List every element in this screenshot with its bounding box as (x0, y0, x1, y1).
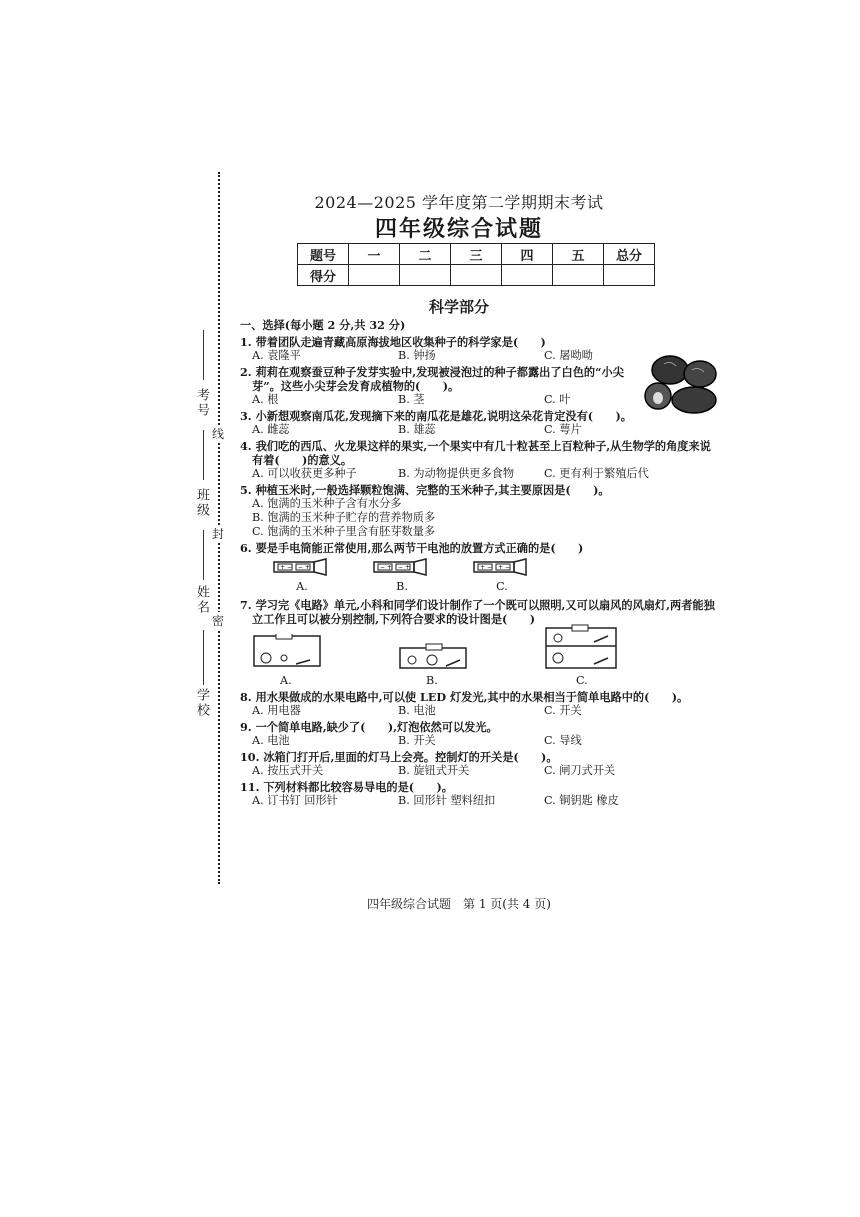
question-stem: 11. 下列材料都比较容易导电的是( )。 (240, 780, 453, 794)
name-blank (203, 530, 204, 580)
school-label: 学校 (194, 688, 209, 718)
svg-text:− +: − + (380, 564, 392, 571)
option-a: A. 袁隆平 (252, 349, 301, 362)
question-stem-cont: 芽”。这些小尖芽会发育成植物的( )。 (252, 379, 460, 393)
option-c: C. 饱满的玉米种子里含有胚芽数量多 (252, 525, 436, 538)
fold-char-secret: 密 (212, 614, 225, 628)
page-footer: 四年级综合试题 第 1 页(共 4 页) (367, 897, 551, 911)
flashlight-option-c (452, 558, 552, 592)
score-blank[interactable] (604, 265, 655, 286)
option-label: A. (280, 674, 292, 687)
option-c: C. 开关 (544, 704, 582, 717)
score-table-header-row (298, 244, 655, 265)
exam-no-blank (203, 330, 204, 380)
score-cell: 四 (502, 244, 553, 265)
score-cell: 题号 (298, 244, 349, 265)
circuit-option-a (252, 634, 398, 688)
score-cell: 一 (349, 244, 400, 265)
score-row-label: 得分 (298, 265, 349, 286)
option-a: A. 按压式开关 (252, 764, 324, 777)
exam-title: 2024—2025 学年度第二学期期末考试 (314, 193, 604, 212)
questions-area (240, 318, 730, 808)
school-blank (203, 630, 204, 685)
question-9 (240, 720, 730, 748)
score-blank[interactable] (451, 265, 502, 286)
option-label: C. (576, 674, 588, 687)
question-7 (240, 598, 730, 688)
option-c: C. 更有利于繁殖后代 (544, 467, 649, 480)
part1-heading: 一、选择(每小题 2 分,共 32 分) (240, 318, 406, 332)
option-c: C. 闸刀式开关 (544, 764, 616, 777)
svg-text:+ −: + − (280, 564, 292, 571)
option-label: A. (296, 580, 308, 593)
score-cell: 总分 (604, 244, 655, 265)
option-c: C. 叶 (544, 393, 571, 406)
option-b: B. 为动物提供更多食物 (398, 467, 515, 480)
svg-text:+ −: + − (498, 564, 510, 571)
option-b: B. 饱满的玉米种子贮存的营养物质多 (252, 511, 436, 524)
question-3 (240, 409, 730, 437)
question-2 (240, 365, 730, 407)
option-b: B. 茎 (398, 393, 425, 406)
svg-text:+ −: + − (480, 564, 492, 571)
option-b: B. 钟扬 (398, 349, 436, 362)
option-b: B. 开关 (398, 734, 436, 747)
option-a: A. 用电器 (252, 704, 301, 717)
question-stem: 1. 带着团队走遍青藏高原海拔地区收集种子的科学家是( ) (240, 335, 546, 349)
score-table-score-row (298, 265, 655, 286)
option-label: B. (396, 580, 408, 593)
svg-text:− +: − + (398, 564, 410, 571)
option-b: B. 回形针 塑料纽扣 (398, 794, 496, 807)
circuit-diagram-c (544, 624, 620, 670)
option-a: A. 可以收获更多种子 (252, 467, 357, 480)
flashlight-diagram-a (272, 558, 332, 576)
question-8 (240, 690, 730, 718)
question-stem: 7. 学习完《电路》单元,小科和同学们设计制作了一个既可以照明,又可以扇风的风扇灯,两者能独 (240, 598, 715, 612)
question-4 (240, 439, 730, 481)
option-c: C. 铜钥匙 橡皮 (544, 794, 619, 807)
question-stem: 8. 用水果做成的水果电路中,可以使 LED 灯发光,其中的水果相当于简单电路中的( )。 (240, 690, 689, 704)
question-11 (240, 780, 730, 808)
flashlight-diagram-c (472, 558, 532, 576)
circuit-diagram-b (398, 642, 470, 670)
question-stem: 6. 要是手电筒能正常使用,那么两节干电池的放置方式正确的是( ) (240, 541, 584, 555)
question-6 (240, 541, 730, 592)
option-c: C. 导线 (544, 734, 582, 747)
question-stem-cont: 立工作且可以被分别控制,下列符合要求的设计图是( ) (252, 612, 535, 626)
question-stem: 5. 种植玉米时,一般选择颗粒饱满、完整的玉米种子,其主要原因是( )。 (240, 483, 610, 497)
question-10 (240, 750, 730, 778)
score-table (297, 243, 655, 286)
circuit-option-b (398, 642, 544, 688)
option-b: B. 雄蕊 (398, 423, 436, 436)
name-label: 姓名 (194, 585, 209, 615)
option-a: A. 电池 (252, 734, 290, 747)
score-blank[interactable] (502, 265, 553, 286)
question-stem: 4. 我们吃的西瓜、火龙果这样的果实,一个果实中有几十粒甚至上百粒种子,从生物学的角度来说 (240, 439, 711, 453)
circuit-option-c (544, 624, 704, 688)
option-label: B. (426, 674, 438, 687)
question-stem: 2. 莉莉在观察蚕豆种子发芽实验中,发现被浸泡过的种子都露出了白色的“小尖 (240, 365, 624, 379)
option-b: B. 电池 (398, 704, 436, 717)
score-cell: 五 (553, 244, 604, 265)
option-a: A. 订书钉 回形针 (252, 794, 338, 807)
question-stem: 10. 冰箱门打开后,里面的灯马上会亮。控制灯的开关是( )。 (240, 750, 558, 764)
score-blank[interactable] (349, 265, 400, 286)
score-cell: 二 (400, 244, 451, 265)
option-a: A. 雌蕊 (252, 423, 290, 436)
score-blank[interactable] (400, 265, 451, 286)
option-label: C. (496, 580, 508, 593)
score-cell: 三 (451, 244, 502, 265)
class-blank (203, 430, 204, 480)
flashlight-diagram-b (372, 558, 432, 576)
exam-subtitle: 四年级综合试题 (374, 216, 543, 242)
question-stem-cont: 有着( )的意义。 (252, 453, 353, 467)
section-title: 科学部分 (428, 298, 489, 316)
option-a: A. 根 (252, 393, 279, 406)
fold-char-line: 线 (212, 427, 225, 441)
flashlight-option-b (352, 558, 452, 592)
option-b: B. 旋钮式开关 (398, 764, 470, 777)
fold-char-seal: 封 (212, 527, 225, 541)
question-stem: 3. 小新想观察南瓜花,发现摘下来的南瓜花是雄花,说明这朵花肯定没有( )。 (240, 409, 632, 423)
option-c: C. 屠呦呦 (544, 349, 593, 362)
flashlight-option-a (252, 558, 352, 592)
option-a: A. 饱满的玉米种子含有水分多 (252, 497, 402, 510)
question-stem: 9. 一个简单电路,缺少了( ),灯泡依然可以发光。 (240, 720, 498, 734)
option-c: C. 萼片 (544, 423, 582, 436)
question-5 (240, 483, 730, 539)
circuit-diagram-a (252, 634, 324, 670)
exam-no-label: 考号 (194, 388, 209, 418)
score-blank[interactable] (553, 265, 604, 286)
svg-text:− +: − + (298, 564, 310, 571)
class-label: 班级 (194, 488, 209, 518)
question-1 (240, 335, 730, 363)
